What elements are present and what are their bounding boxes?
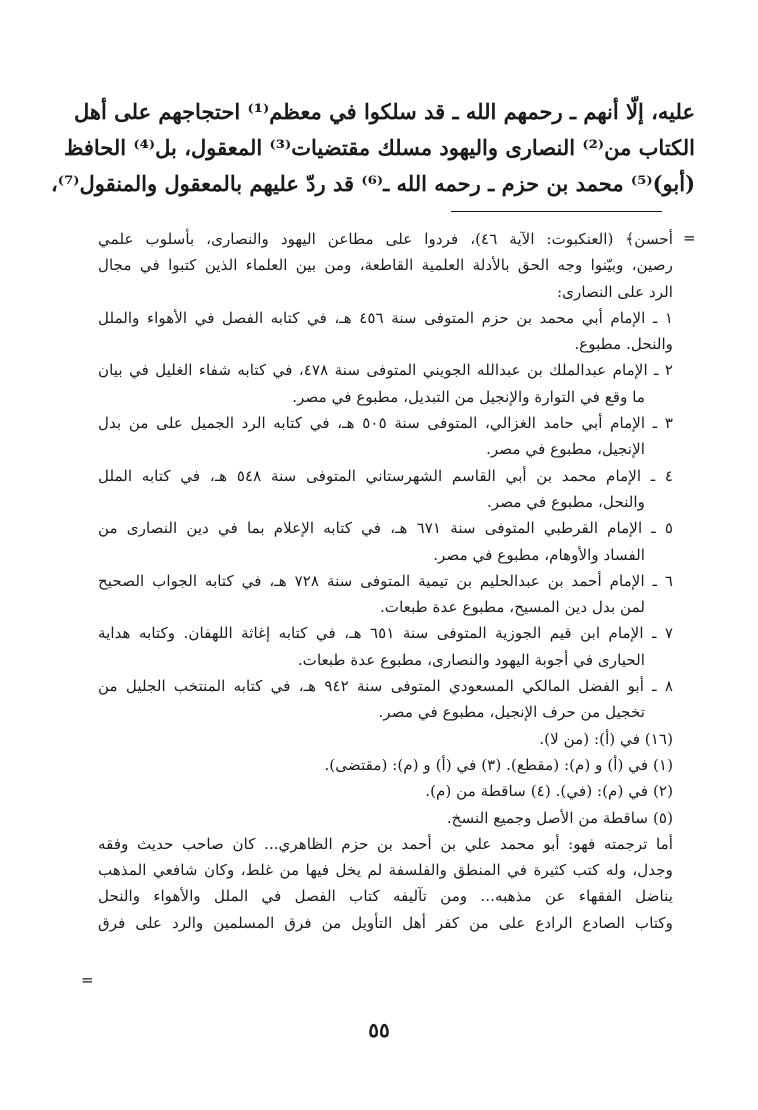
notes-row: [98, 752, 673, 778]
main-line: عليه، إلّا أنهم ـ رحمهم الله ـ قد سلكوا في معظم⁽¹⁾ احتجاجهم على أهل: [74, 99, 695, 124]
note-4: (٤) ساقطة من (م).: [425, 782, 551, 801]
footnote-line: تخجيل من حرف الإنجيل، مطبوع في مصر.: [378, 703, 645, 722]
main-text: [51, 94, 695, 202]
footnote-line: أحسن﴾ (العنكبوت: الآية ٤٦)، فردوا على مطاعن اليهود والنصارى، بأسلوب علمي: [98, 230, 673, 248]
bio-line: وكتاب الصادع الرادع على من كفر أهل التأويل من فرق المسلمين والرد على فرق: [98, 913, 673, 932]
footnotes: [98, 226, 673, 936]
footnote-line: ٢ ـ الإمام عبدالملك بن عبدالله الجويني المتوفى سنة ٤٧٨، في كتابه شفاء الغليل في بيان: [98, 361, 673, 380]
footnote-line: ١ ـ الإمام أبي محمد بن حزم المتوفى سنة ٤٥٦ هـ، في كتابه الفصل في الأهواء والملل: [98, 308, 673, 327]
note-1: (١) في (أ) و (م): (مقطع).: [506, 755, 673, 774]
footnote-line: الإنجيل، مطبوع في مصر.: [486, 440, 645, 459]
note-3: (٣) في (أ) و (م): (مقتضى).: [324, 755, 502, 774]
footnote-line: ٨ ـ أبو الفضل المالكي المسعودي المتوفى سنة ٩٤٢ هـ، في كتابه المنتخب الجليل من: [98, 677, 673, 696]
bio-line: يناضل الفقهاء عن مذهبه... ومن تآليفه كتاب الفصل في الملل والأهواء والنحل: [98, 887, 673, 906]
footnote-line: والنحل. مطبوع.: [574, 335, 673, 354]
footnote-line: الفساد والأوهام، مطبوع في مصر.: [433, 545, 645, 564]
footnote-line: ٥ ـ الإمام القرطبي المتوفى سنة ٦٧١ هـ، في كتابه الإعلام بما في دين النصارى من: [98, 519, 673, 538]
continuation-mark-top: =: [683, 229, 696, 247]
footnote-line: ٣ ـ الإمام أبي حامد الغزالي، المتوفى سنة ٥٠٥ هـ، في كتابه الرد الجميل على من بدل: [98, 414, 673, 433]
note-16: (١٦) في (أ): (من لا).: [539, 729, 673, 748]
footnote-line: ٤ ـ الإمام محمد بن أبي القاسم الشهرستاني المتوفى سنة ٥٤٨ هـ، في كتابه الملل: [98, 466, 674, 485]
footnote-separator: [451, 211, 662, 212]
note-5: (٥) ساقطة من الأصل وجميع النسخ.: [446, 808, 673, 827]
notes-row: [98, 778, 673, 804]
footnote-line: رصين، وبيّنوا وجه الحق بالأدلة العلمية القاطعة، ومن بين العلماء الذين كتبوا في مجال: [98, 256, 673, 275]
footnote-line: ما وقع في التوارة والإنجيل من التبديل، مطبوع في مصر.: [292, 387, 645, 406]
note-2: (٢) في (م): (في).: [555, 782, 673, 801]
page-number: ٥٥: [368, 1018, 390, 1042]
continuation-mark-bottom: =: [81, 971, 94, 989]
main-line: (أبو)⁽⁵⁾ محمد بن حزم ـ رحمه الله ـ⁽⁶⁾ قد ردّ عليهم بالمعقول والمنقول⁽⁷⁾،: [51, 171, 695, 196]
footnote-line: الحيارى في أجوبة اليهود والنصارى، مطبوع عدة طبعات.: [297, 650, 645, 669]
footnote-line: ٦ ـ الإمام أحمد بن عبدالحليم بن تيمية المتوفى سنة ٧٢٨ هـ، في كتابه الجواب الصحيح: [98, 571, 674, 590]
bio-line: أما ترجمته فهو: أبو محمد علي بن أحمد بن حزم الظاهري... كان صاحب حديث وفقه: [98, 834, 673, 853]
footnote-line: والنحل، مطبوع في مصر.: [487, 492, 645, 511]
footnote-line: لمن بدل دين المسيح، مطبوع عدة طبعات.: [379, 598, 645, 617]
footnote-line: ٧ ـ الإمام ابن قيم الجوزية المتوفى سنة ٦٥١ هـ، في كتابه إغاثة اللهفان. وكتابه هداية: [98, 624, 674, 643]
footnote-line: الرد على النصارى:: [557, 282, 673, 301]
bio-line: وجدل، وله كتب كثيرة في المنطق والفلسفة لم يخل فيها من غلط، وكان شافعي المذهب: [98, 861, 673, 880]
main-line: الكتاب من⁽²⁾ النصارى واليهود مسلك مقتضيات⁽³⁾ المعقول، بل⁽⁴⁾ الحافظ: [63, 135, 695, 160]
